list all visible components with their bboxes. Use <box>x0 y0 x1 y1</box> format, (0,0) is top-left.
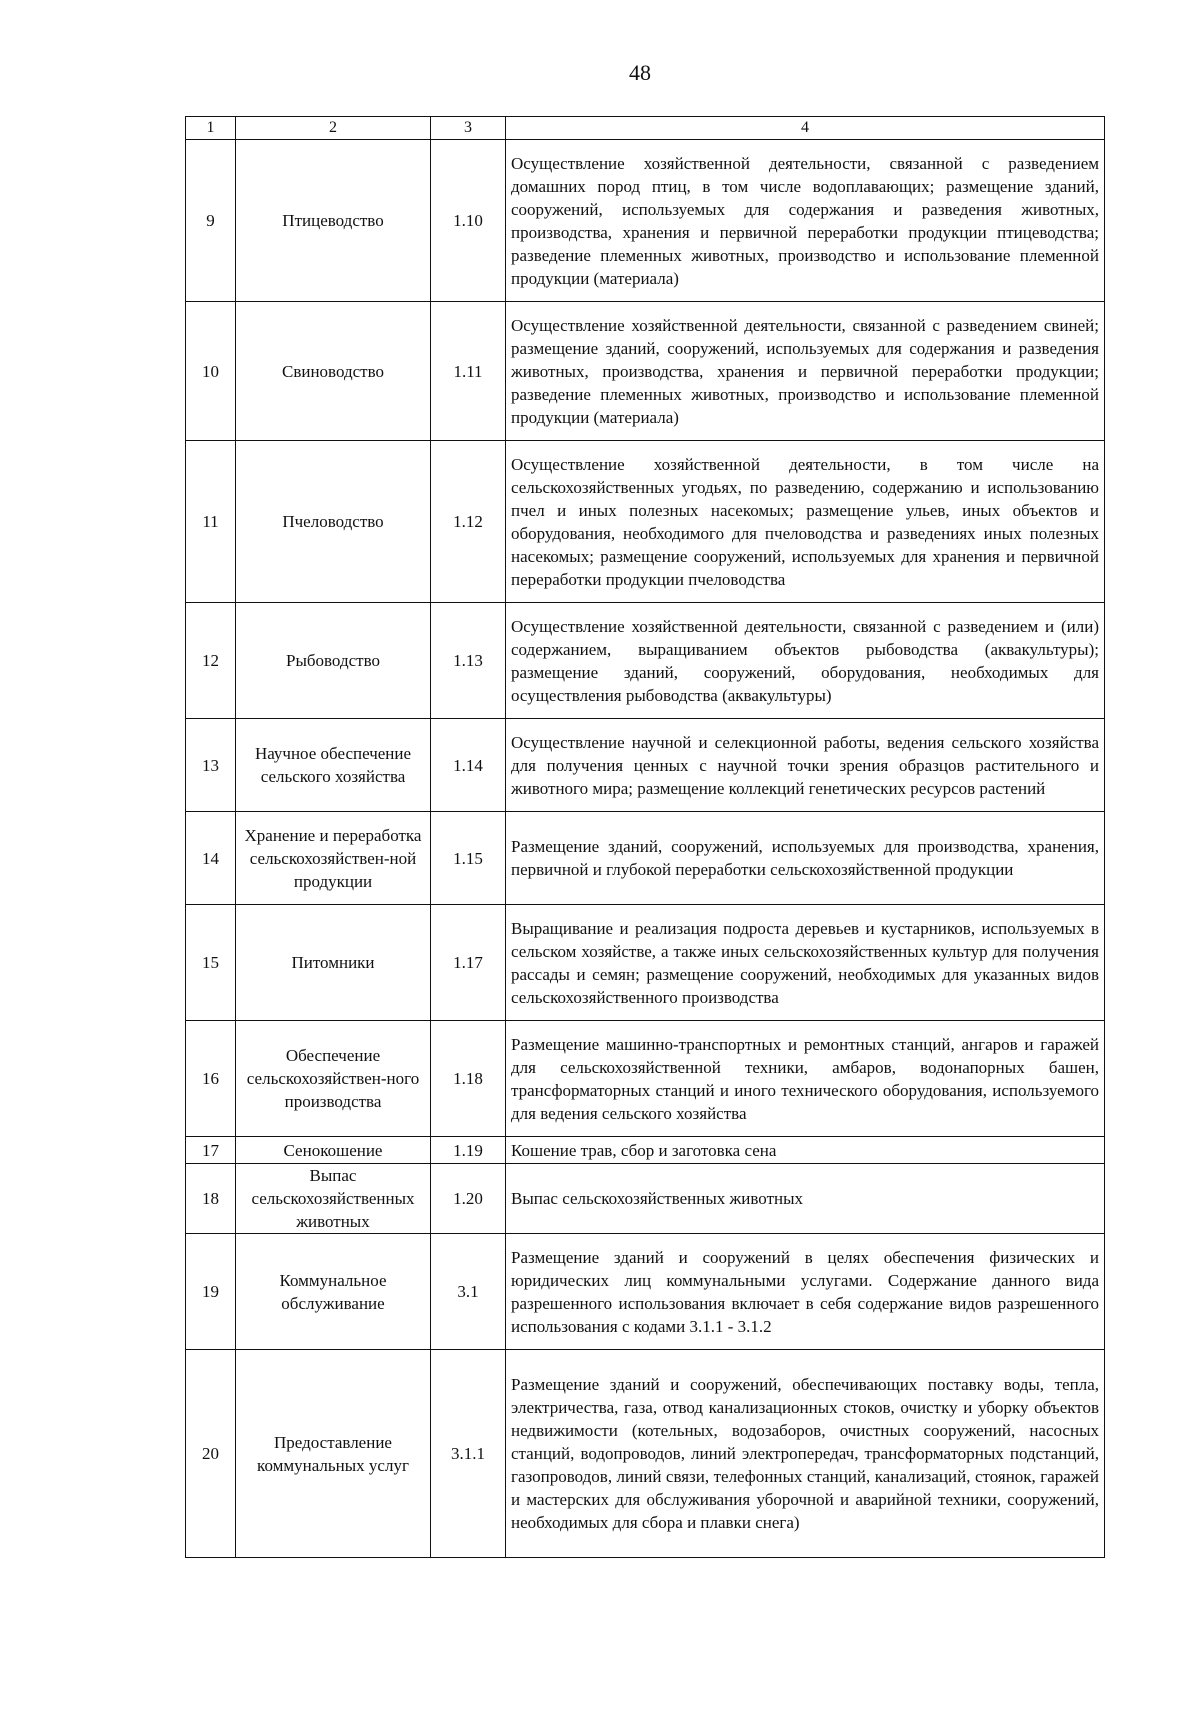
table-row <box>186 719 1105 812</box>
table-row <box>186 1021 1105 1137</box>
table-row <box>186 302 1105 441</box>
row-description: Размещение машинно-транспортных и ремонтных станций, ангаров и гаражей для сельскохозяйственной техники, амбаров, водонапорных башен, трансформаторных станций и иного технического оборудования, используемого для ведения сельского хозяйства <box>506 1021 1105 1137</box>
row-code: 1.11 <box>431 302 506 441</box>
row-code: 1.10 <box>431 140 506 302</box>
header-col-3: 3 <box>431 117 506 140</box>
row-code: 3.1 <box>431 1234 506 1350</box>
row-number: 17 <box>186 1137 236 1164</box>
row-name: Коммунальное обслуживание <box>236 1234 431 1350</box>
row-number: 15 <box>186 905 236 1021</box>
row-name: Рыбоводство <box>236 603 431 719</box>
row-number: 16 <box>186 1021 236 1137</box>
row-name: Предоставление коммунальных услуг <box>236 1350 431 1558</box>
header-col-2: 2 <box>236 117 431 140</box>
row-description: Кошение трав, сбор и заготовка сена <box>506 1137 1105 1164</box>
row-name: Пчеловодство <box>236 441 431 603</box>
row-name: Свиноводство <box>236 302 431 441</box>
row-number: 20 <box>186 1350 236 1558</box>
row-description: Размещение зданий и сооружений в целях обеспечения физических и юридических лиц коммунальными услугами. Содержание данного вида разрешенного использования включает в себя содержание видов разрешенного использования с кодами 3.1.1 - 3.1.2 <box>506 1234 1105 1350</box>
row-description: Размещение зданий, сооружений, используемых для производства, хранения, первичной и глубокой переработки сельскохозяйственной продукции <box>506 812 1105 905</box>
row-number: 12 <box>186 603 236 719</box>
row-name: Выпас сельскохозяйственных животных <box>236 1164 431 1234</box>
row-description: Выращивание и реализация подроста деревьев и кустарников, используемых в сельском хозяйстве, а также иных сельскохозяйственных культур для получения рассады и семян; размещение сооружений, необходимых для указанных видов сельскохозяйственного производства <box>506 905 1105 1021</box>
row-description: Осуществление хозяйственной деятельности, связанной с разведением свиней; размещение зданий, сооружений, используемых для содержания и разведения животных, производства, хранения и первичной переработки продукции; разведение племенных животных, производство и использование племенной продукции (материала) <box>506 302 1105 441</box>
table-row <box>186 905 1105 1021</box>
row-description: Осуществление хозяйственной деятельности, связанной с разведением домашних пород птиц, в том числе водоплавающих; размещение зданий, сооружений, используемых для содержания и разведения животных, производства, хранения и первичной переработки продукции птицеводства; разведение племенных животных, производство и использование племенной продукции (материала) <box>506 140 1105 302</box>
row-code: 1.20 <box>431 1164 506 1234</box>
table-row <box>186 1137 1105 1164</box>
row-number: 14 <box>186 812 236 905</box>
row-description: Осуществление научной и селекционной работы, ведения сельского хозяйства для получения ценных с научной точки зрения образцов растительного и животного мира; размещение коллекций генетических ресурсов растений <box>506 719 1105 812</box>
row-number: 11 <box>186 441 236 603</box>
row-code: 1.14 <box>431 719 506 812</box>
table-row <box>186 603 1105 719</box>
row-name: Обеспечение сельскохозяйствен-ного производства <box>236 1021 431 1137</box>
row-name: Сенокошение <box>236 1137 431 1164</box>
row-description: Выпас сельскохозяйственных животных <box>506 1164 1105 1234</box>
row-number: 19 <box>186 1234 236 1350</box>
row-code: 3.1.1 <box>431 1350 506 1558</box>
table-row <box>186 140 1105 302</box>
table-row <box>186 1234 1105 1350</box>
page-number-text: 48 <box>629 60 651 85</box>
page-number <box>0 60 1200 86</box>
table-row <box>186 1164 1105 1234</box>
row-number: 13 <box>186 719 236 812</box>
row-code: 1.15 <box>431 812 506 905</box>
row-description: Осуществление хозяйственной деятельности, связанной с разведением и (или) содержанием, выращиванием объектов рыбоводства (аквакультуры); размещение зданий, сооружений, оборудования, необходимых для осуществления рыбоводства (аквакультуры) <box>506 603 1105 719</box>
table-row <box>186 1350 1105 1558</box>
row-description: Размещение зданий и сооружений, обеспечивающих поставку воды, тепла, электричества, газа, отвод канализационных стоков, очистку и уборку объектов недвижимости (котельных, водозаборов, очистных сооружений, насосных станций, водопроводов, линий электропередач, трансформаторных подстанций, газопроводов, линий связи, телефонных станций, канализаций, стоянок, гаражей и мастерских для обслуживания уборочной и аварийной техники, сооружений, необходимых для сбора и плавки снега) <box>506 1350 1105 1558</box>
table-header-row <box>186 117 1105 140</box>
land-use-table <box>185 116 1105 1558</box>
row-number: 18 <box>186 1164 236 1234</box>
row-code: 1.19 <box>431 1137 506 1164</box>
header-col-1: 1 <box>186 117 236 140</box>
header-col-4: 4 <box>506 117 1105 140</box>
row-name: Питомники <box>236 905 431 1021</box>
row-description: Осуществление хозяйственной деятельности, в том числе на сельскохозяйственных угодьях, по разведению, содержанию и использованию пчел и иных полезных насекомых; размещение ульев, иных объектов и оборудования, необходимого для пчеловодства и разведениях иных полезных насекомых; размещение сооружений, используемых для хранения и первичной переработки продукции пчеловодства <box>506 441 1105 603</box>
table-row <box>186 441 1105 603</box>
row-code: 1.12 <box>431 441 506 603</box>
row-name: Хранение и переработка сельскохозяйствен-ной продукции <box>236 812 431 905</box>
row-code: 1.13 <box>431 603 506 719</box>
row-number: 10 <box>186 302 236 441</box>
row-name: Птицеводство <box>236 140 431 302</box>
row-code: 1.18 <box>431 1021 506 1137</box>
row-name: Научное обеспечение сельского хозяйства <box>236 719 431 812</box>
table-row <box>186 812 1105 905</box>
row-code: 1.17 <box>431 905 506 1021</box>
row-number: 9 <box>186 140 236 302</box>
